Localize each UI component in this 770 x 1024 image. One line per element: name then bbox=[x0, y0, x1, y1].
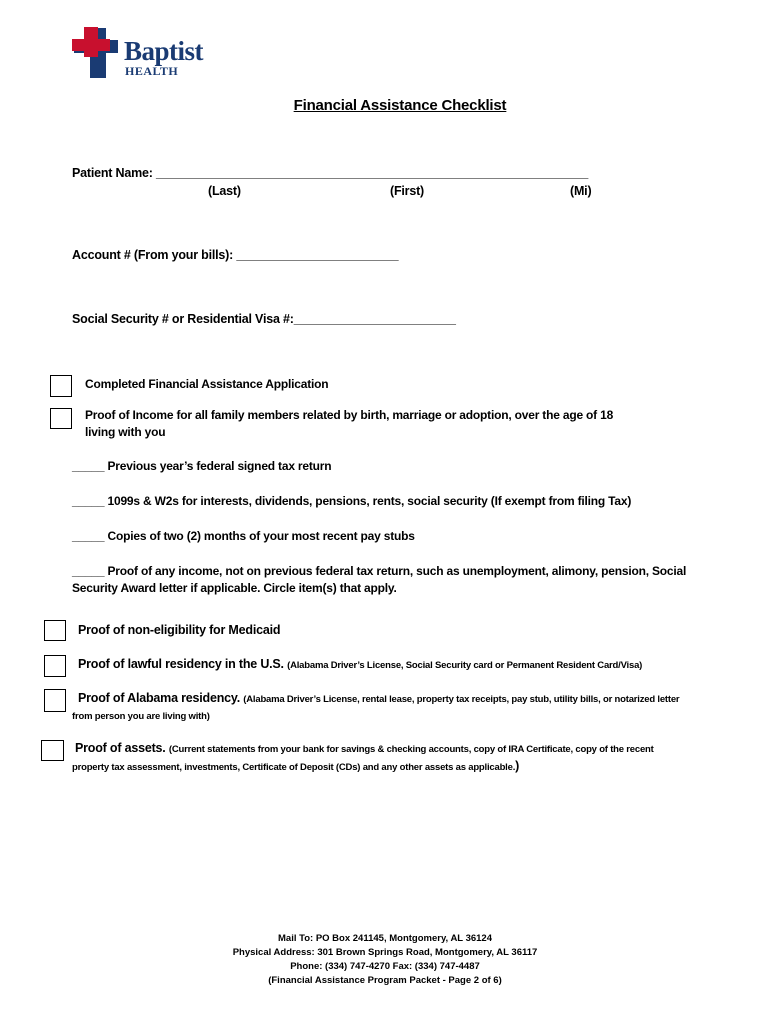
alabama-residency-item bbox=[78, 689, 679, 709]
income-item-line2: living with you bbox=[85, 425, 166, 439]
footer-physical-address: Physical Address: 301 Brown Springs Road, Montgomery, AL 36117 bbox=[232, 947, 538, 958]
medicaid-checkbox[interactable] bbox=[44, 620, 66, 641]
assets-checkbox[interactable] bbox=[41, 740, 64, 761]
assets-item bbox=[75, 739, 654, 759]
first-name-caption: (First) bbox=[390, 184, 425, 198]
pay-stubs-item: _____ Copies of two (2) months of your most recent pay stubs bbox=[72, 529, 415, 543]
alabama-residency-checkbox[interactable] bbox=[44, 689, 66, 712]
other-income-item-line2: Security Award letter if applicable. Circle item(s) that apply. bbox=[72, 581, 397, 595]
income-checkbox[interactable] bbox=[50, 408, 72, 429]
logo-name: Baptist bbox=[124, 36, 204, 66]
footer-phone-fax: Phone: (334) 747-4270 Fax: (334) 747-4487 bbox=[290, 961, 480, 972]
footer-mail: Mail To: PO Box 241145, Montgomery, AL 36124 bbox=[278, 933, 492, 944]
application-item: Completed Financial Assistance Application bbox=[85, 377, 329, 391]
patient-name-line[interactable]: ________________________________________________________________ bbox=[156, 166, 589, 180]
account-row bbox=[72, 248, 398, 262]
lawful-residency-checkbox[interactable] bbox=[44, 655, 66, 677]
lawful-residency-item bbox=[78, 655, 642, 675]
baptist-health-cross-logo-icon bbox=[72, 27, 120, 79]
assets-detail-line2: property tax assessment, investments, Certificate of Deposit (CDs) and any other assets as applicable. bbox=[72, 762, 516, 773]
assets-title: Proof of assets. bbox=[75, 741, 166, 755]
alabama-residency-title: Proof of Alabama residency. bbox=[78, 691, 241, 705]
footer bbox=[0, 932, 770, 988]
application-checkbox[interactable] bbox=[50, 375, 72, 397]
alabama-residency-detail-line2: from person you are living with) bbox=[72, 711, 210, 722]
assets-detail: (Current statements from your bank for savings & checking accounts, copy of IRA Certificate, copy of the recent bbox=[168, 744, 654, 755]
income-item-line1: Proof of Income for all family members related by birth, marriage or adoption, over the age of 18 bbox=[85, 408, 614, 422]
forms-1099-w2-item: _____ 1099s & W2s for interests, dividends, pensions, rents, social security (If exempt from filing Tax) bbox=[72, 494, 632, 508]
account-label: Account # (From your bills): bbox=[72, 248, 234, 262]
lawful-residency-title: Proof of lawful residency in the U.S. bbox=[78, 657, 284, 671]
assets-close-paren: ) bbox=[515, 759, 520, 773]
account-line[interactable]: ________________________ bbox=[236, 248, 399, 262]
ssn-row bbox=[72, 312, 456, 326]
lawful-residency-detail: (Alabama Driver’s License, Social Security card or Permanent Resident Card/Visa) bbox=[287, 660, 643, 671]
patient-name-row bbox=[72, 166, 588, 180]
medicaid-item: Proof of non-eligibility for Medicaid bbox=[78, 623, 281, 637]
logo-subname: HEALTH bbox=[125, 64, 179, 78]
last-name-caption: (Last) bbox=[208, 184, 241, 198]
tax-return-item: _____ Previous year’s federal signed tax return bbox=[72, 459, 332, 473]
other-income-item-line1: _____ Proof of any income, not on previous federal tax return, such as unemployment, alimony, pension, Social bbox=[72, 564, 687, 578]
assets-line2 bbox=[72, 758, 519, 776]
alabama-residency-detail: (Alabama Driver’s License, rental lease, property tax receipts, pay stub, utility bills, or notarized letter bbox=[243, 694, 680, 705]
page-title: Financial Assistance Checklist bbox=[293, 97, 507, 114]
alabama-residency-line2 bbox=[72, 707, 210, 725]
middle-initial-caption: (Mi) bbox=[570, 184, 592, 198]
ssn-line[interactable]: ________________________ bbox=[293, 312, 456, 326]
patient-name-label: Patient Name: bbox=[72, 166, 153, 180]
footer-packet-page: (Financial Assistance Program Packet - Page 2 of 6) bbox=[268, 975, 502, 986]
ssn-label: Social Security # or Residential Visa #: bbox=[72, 312, 294, 326]
